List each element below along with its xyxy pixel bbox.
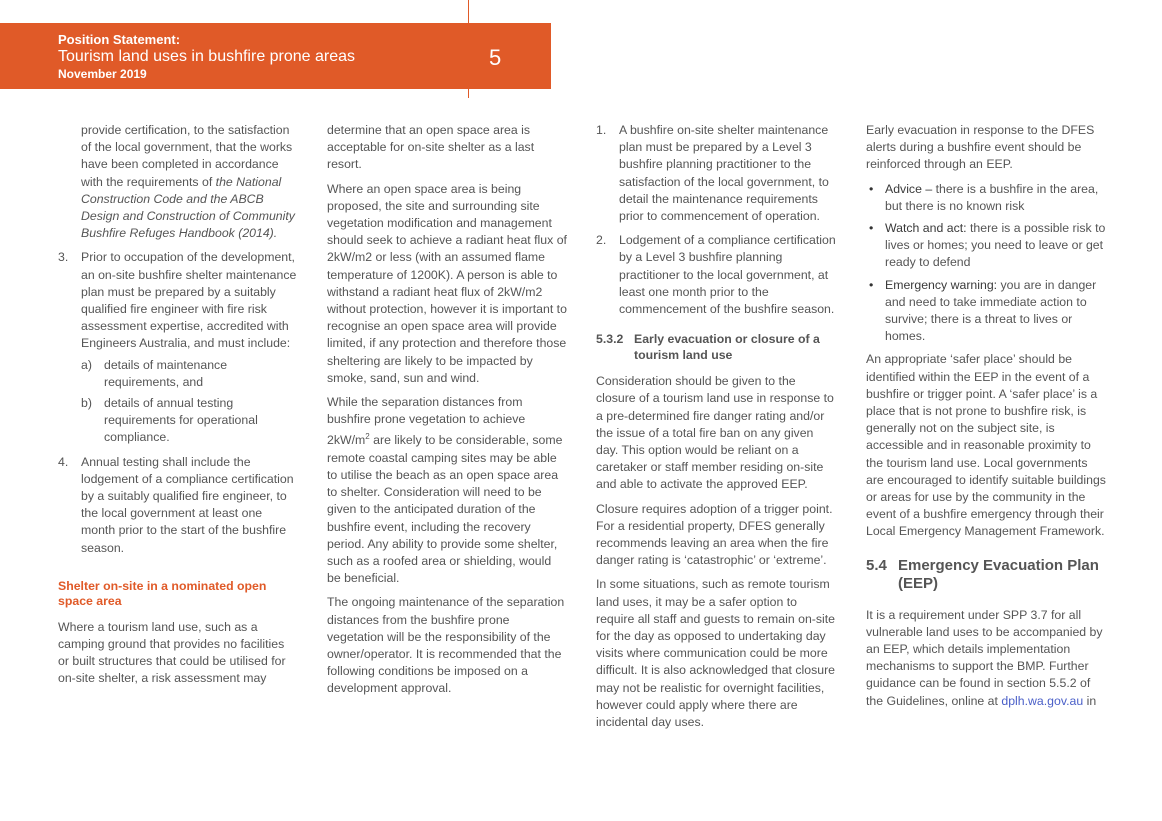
paragraph-text: It is a requirement under SPP 3.7 for all vulnerable land uses to be accompanied by an EEP, which details implementation mechanisms to support the BMP. Further guidance can be found in section 5.5.2 of the Guidelines, online at [866,607,1103,708]
alert-level-list [866,181,1106,346]
sub-list-letter: a) [81,357,92,372]
paragraph-text: in [1083,693,1097,708]
bullet-icon: • [869,277,874,292]
column-4 [866,122,1106,717]
bullet-label: Advice – [885,181,933,196]
header-divider-line [468,0,469,98]
section-heading-early-evacuation [596,331,836,363]
sub-list-item [81,357,298,391]
bullet-text: there is a bushfire in the area, but there is no known risk [885,181,1099,213]
paragraph [327,394,567,587]
document-title: Tourism land uses in bushfire prone areas [58,48,356,65]
paragraph: Early evacuation in response to the DFES alerts during a bushfire event should be reinforced through an EEP. [866,123,1095,172]
paragraph: In some situations, such as remote tourism land uses, it may be a safer option to require all staff and guests to remain on-site for the day as opposed to undertaking day visits where communication could be more difficult. It is also acknowledged that closure may not be realistic for overnight facilities, however could apply where there are incidental day uses. [596,577,836,730]
paragraph: The ongoing maintenance of the separation distances from the bushfire prone vegetation will be the responsibility of the owner/operator. It is recommended that the following conditions be imposed on a development approval. [327,595,565,696]
sub-list-text: details of annual testing requirements for operational compliance. [104,396,258,445]
paragraph [866,607,1106,710]
section-heading-eep [866,557,1106,593]
list-item [596,122,836,225]
paragraph: Where a tourism land use, such as a camping ground that provides no facilities or built structures that could be utilised for on-site shelter, a risk assessment may [58,619,286,686]
section-number: 5.4 [866,556,887,574]
paragraph: Closure requires adoption of a trigger point. For a residential property, DFES generally recommends leaving an area when the fire danger rating is ‘catastrophic’ or ‘extreme’. [596,501,833,568]
list-item [58,454,298,557]
section-title: Early evacuation or closure of a tourism land use [634,332,820,363]
list-number: 1. [596,123,607,137]
condition-list [596,122,836,318]
paragraph-text: While the separation distances from bushfire prone vegetation to achieve 2kW/m [327,395,526,448]
paragraph: determine that an open space area is acceptable for on-site shelter as a last resort. [327,123,535,172]
superscript: 2 [365,432,370,442]
paragraph: An appropriate ‘safer place’ should be identified within the EEP in the event of a bushfire or trigger point. A ‘safer place’ is a place that is not prone to bushfire risk, is generally not on the subject site, is accessible and in reasonable proximity to the tourism land use. Local governments are encouraged to identify suitable buildings or areas for use by the community in the event of a bushfire emergency through their Local Emergency Management Framework. [866,352,1106,539]
bullet-item [866,220,1106,272]
bullet-icon: • [869,181,874,196]
continued-item-plain: provide certification, to the satisfaction of the local government, that the works have been completed in accordance with the requirements of [81,123,293,189]
bullet-label: Emergency warning: [885,277,998,292]
list-item [596,232,836,318]
paragraph-text: are likely to be considerable, some remote coastal camping sites may be able to utilise the beach as an open space area to shelter. Consideration will need to be given to the anticipated duration of the bushfire event, including the recovery period. Any ability to provide some shelter, such as a roofed area or shielding, would be beneficial. [327,433,563,586]
paragraph: Consideration should be given to the closure of a tourism land use in response to a pre-determined fire danger rating and/or the issue of a total fire ban on any given day. This option would be reliant on a caretaker or staff member residing on-site and able to activate the approved EEP. [596,374,834,492]
column-2 [327,122,567,705]
page-number: 5 [489,45,502,70]
bullet-icon: • [869,221,874,236]
sub-list-letter: b) [81,396,92,411]
bullet-label: Watch and act: [885,221,967,236]
website-link[interactable]: dplh.wa.gov.au [1001,693,1084,708]
document-date: November 2019 [58,67,147,81]
condition-list [58,249,298,556]
continued-item-text [58,122,298,242]
list-number: 3. [58,250,69,265]
continued-item-italic: the National Construction Code and the ABCB Design and Construction of Community Bushfire Refuges Handbook (2014). [81,174,295,241]
list-number: 2. [596,233,607,248]
list-text: Prior to occupation of the development, an on-site bushfire shelter maintenance plan must be prepared by a suitably qualified fire engineer with fire risk assessment expertise, accredited with Engineers Australia, and must include: [81,250,297,351]
bullet-text: you are in danger and need to take immediate action to survive; there is a threat to lives or homes. [885,277,1097,344]
section-number: 5.3.2 [596,332,624,347]
sub-list-text: details of maintenance requirements, and [104,357,228,389]
bullet-item [866,277,1106,346]
header-label: Position Statement: [58,32,181,47]
column-3 [596,122,836,738]
bullet-item [866,181,1106,215]
column-1 [58,122,298,695]
section-heading-shelter: Shelter on-site in a nominated open space area [58,578,267,608]
paragraph: Where an open space area is being proposed, the site and surrounding site vegetation modification and management should seek to achieve a radiant heat flux of 2kW/m2 or less (with an assumed flame temperature of 1200K). A person is able to withstand a radiant heat flux of 2kW/m2 without protection, however it is important to recognise an open space area will provide limited, if any protection and therefore those sheltering are likely to be impacted by smoke, sand, sun and wind. [327,181,567,385]
list-text: Lodgement of a compliance certification by a Level 3 bushfire planning practitioner to the local government, at least one month prior to the commencement of the bushfire season. [619,233,836,317]
list-item [58,249,298,446]
sub-list [81,357,298,447]
sub-list-item [81,395,298,447]
bullet-text: there is a possible risk to lives or homes; you need to leave or get ready to defend [885,221,1106,270]
section-title: Emergency Evacuation Plan (EEP) [898,556,1099,592]
list-number: 4. [58,454,69,469]
list-text: Annual testing shall include the lodgement of a compliance certification by a suitably qualified fire engineer, to the local government at least one month prior to the start of the bushfire season. [81,454,294,555]
list-text: A bushfire on-site shelter maintenance plan must be prepared by a Level 3 bushfire planning practitioner to the satisfaction of the local government, to detail the maintenance requirements prior to commencement of operation. [619,123,829,224]
